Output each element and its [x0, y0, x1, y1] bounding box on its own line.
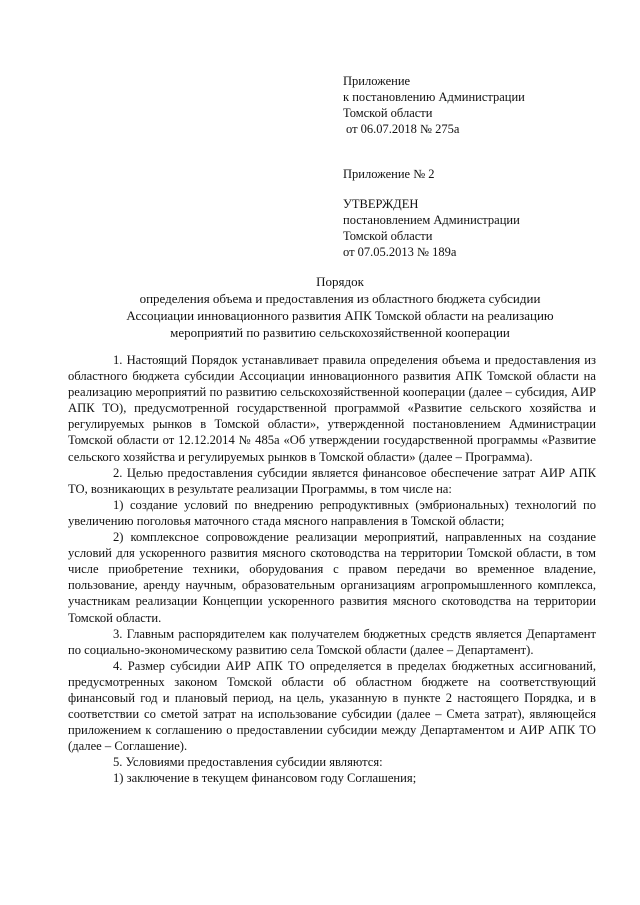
- appendix-header: [343, 73, 525, 137]
- paragraph: 1) создание условий по внедрению репродуктивных (эмбриональных) технологий по увеличению поголовья маточного стада мясного направления в Томской области;: [68, 497, 596, 528]
- approval-stamp: [343, 196, 520, 260]
- header-line: Приложение № 2: [343, 167, 435, 181]
- paragraph: 2) комплексное сопровождение реализации мероприятий, направленных на создание условий для ускоренного развития мясного скотоводства на территории Томской области, в том числе приобретение техники, оборудования с правом передачи во временное владение, пользование, аренду научным, образовательным организациям агропромышленного комплекса, участникам реализации Концепции ускоренного развития мясного скотоводства на территории Томской области.: [68, 530, 596, 625]
- paragraph: 5. Условиями предоставления субсидии являются:: [113, 755, 383, 770]
- paragraph: 1) заключение в текущем финансовом году Соглашения;: [113, 771, 417, 786]
- paragraph: 2. Целью предоставления субсидии является финансовое обеспечение затрат АИР АПК ТО, возникающих в результате реализации Программы, в том числе на:: [68, 465, 596, 496]
- header-line: Томской области: [343, 106, 433, 120]
- header-line: к постановлению Администрации: [343, 90, 525, 104]
- paragraph: 4. Размер субсидии АИР АПК ТО определяется в пределах бюджетных ассигнований, предусмотренных законом Томской области об областном бюджете на соответствующий финансовый год и плановый период, на цель, указанную в пункте 2 настоящего Порядка, и в соответствии со сметой затрат на использование субсидии (далее – Смета затрат), являющейся приложением к соглашению о предоставлении субсидии между Департаментом и АИР АПК ТО (далее – Соглашение).: [68, 658, 596, 754]
- header-line: от 06.07.2018 № 275а: [346, 122, 460, 136]
- header-line: Приложение: [343, 74, 411, 88]
- document-title: [80, 273, 600, 341]
- paragraph: 1. Настоящий Порядок устанавливает правила определения объема и предоставления из областного бюджета субсидии Ассоциации инновационного развития АПК Томской области на реализацию мероприятий по развитию сельскохозяйственной кооперации (далее – субсидия, АИР АПК ТО), предусмотренной государственной программой «Развитие сельского хозяйства и регулируемых рынков в Томской области», утвержденной постановлением Администрации Томской области от 12.12.2014 № 485а «Об утверждении государственной программы «Развитие сельского хозяйства и регулируемых рынков в Томской области» (далее – Программа).: [68, 353, 596, 464]
- header-line: Томской области: [343, 229, 433, 243]
- header-line: УТВЕРЖДЕН: [343, 197, 419, 211]
- title-line: мероприятий по развитию сельскохозяйственной кооперации: [170, 325, 510, 340]
- header-line: постановлением Администрации: [343, 213, 520, 227]
- appendix-number: [343, 166, 435, 182]
- title-line: определения объема и предоставления из областного бюджета субсидии: [139, 291, 541, 306]
- title-line: Порядок: [316, 274, 364, 289]
- paragraph: 3. Главным распорядителем как получателем бюджетных средств является Департамент по социально-экономическому развитию села Томской области (далее – Департамент).: [68, 626, 596, 657]
- header-line: от 07.05.2013 № 189а: [343, 245, 457, 259]
- document-body: [68, 352, 596, 787]
- title-line: Ассоциации инновационного развития АПК Томской области на реализацию: [126, 308, 554, 323]
